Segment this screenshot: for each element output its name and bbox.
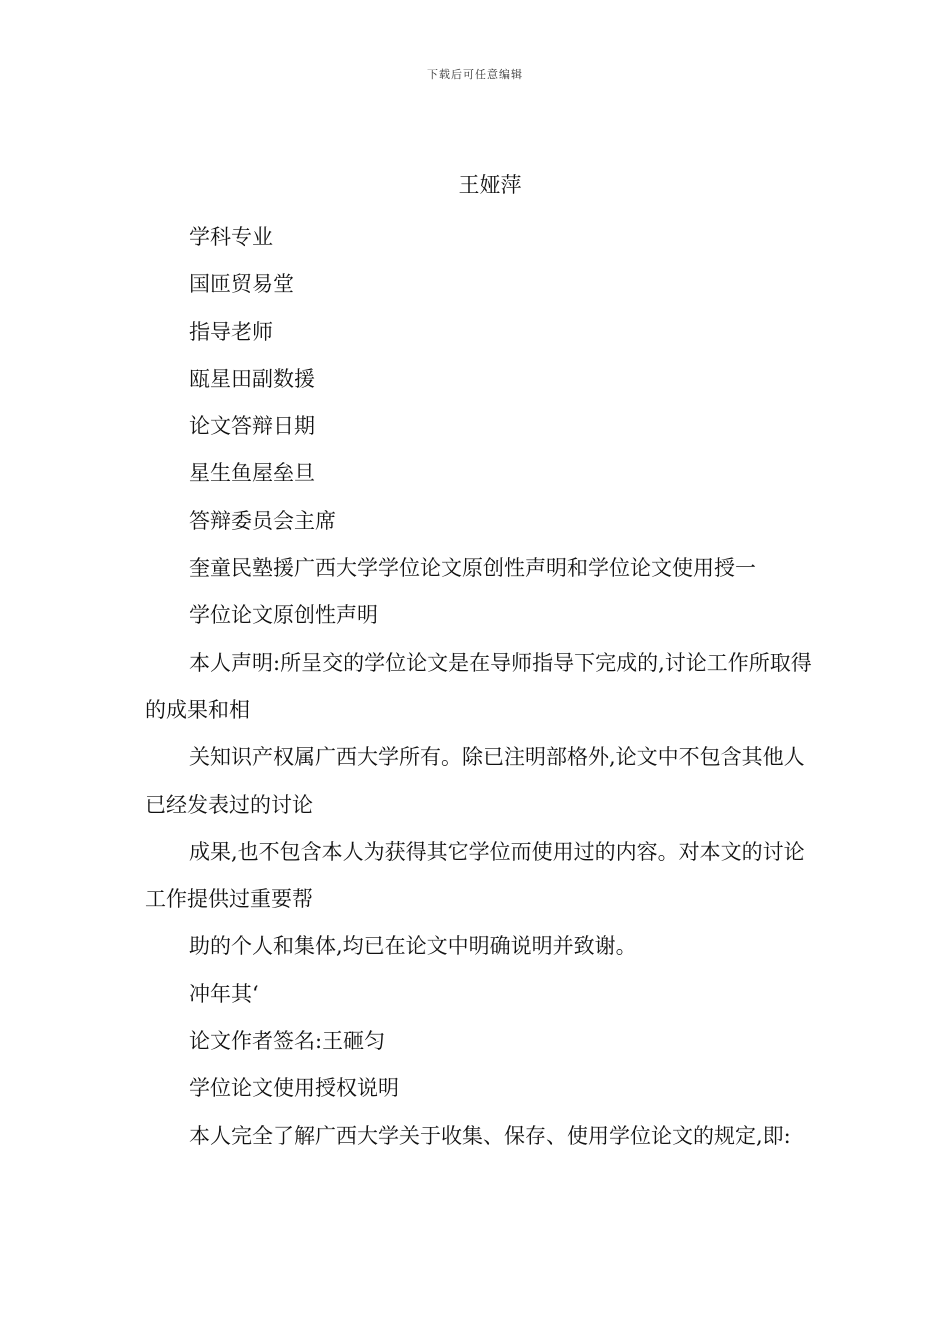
paragraph-declaration-4: 助的个人和集体,均已在论文中明确说明并致谢。 xyxy=(189,934,637,959)
paragraph-authorization-heading: 学位论文使用授权说明 xyxy=(189,1076,399,1101)
paragraph-defense-date-label: 论文答辩日期 xyxy=(189,414,315,439)
paragraph-authorization-1: 本人完全了解广西大学关于收集、保存、使用学位论文的规定,即: xyxy=(189,1123,791,1148)
paragraph-committee-chair-label: 答辩委员会主席 xyxy=(189,508,336,533)
paragraph-originality-heading: 学位论文原创性声明 xyxy=(189,603,378,628)
paragraph-declaration-1: 本人声明:所呈交的学位论文是在导师指导下完成的,讨论工作所取得的成果和相 xyxy=(145,650,812,722)
paragraph-misc-line: 冲年其‘ xyxy=(189,981,259,1006)
paragraph-advisor-label: 指导老师 xyxy=(189,319,273,344)
paragraph-major-value: 国匝贸易堂 xyxy=(189,272,294,297)
header-note: 下载后可任意编辑 xyxy=(427,68,523,81)
paragraph-declaration-2: 关知识产权属广西大学所有。除已注明部格外,论文中不包含其他人已经发表过的讨论 xyxy=(145,745,805,817)
paragraph-declaration-3: 成果,也不包含本人为获得其它学位而使用过的内容。对本文的讨论工作提供过重要帮 xyxy=(145,839,805,912)
paragraph-author-signature: 论文作者签名:王砸匀 xyxy=(189,1029,386,1054)
document-body xyxy=(145,214,815,1160)
paragraph-defense-date-value: 星生鱼屋垒旦 xyxy=(189,461,315,486)
paragraph-major-label: 学科专业 xyxy=(189,225,273,249)
author-name-title: 王娅萍 xyxy=(458,173,522,197)
paragraph-advisor-value: 瓯星田副数援 xyxy=(189,366,315,391)
paragraph-declaration-heading-line: 奎童民塾援广西大学学位论文原创性声明和学位论文使用授一 xyxy=(189,556,756,581)
